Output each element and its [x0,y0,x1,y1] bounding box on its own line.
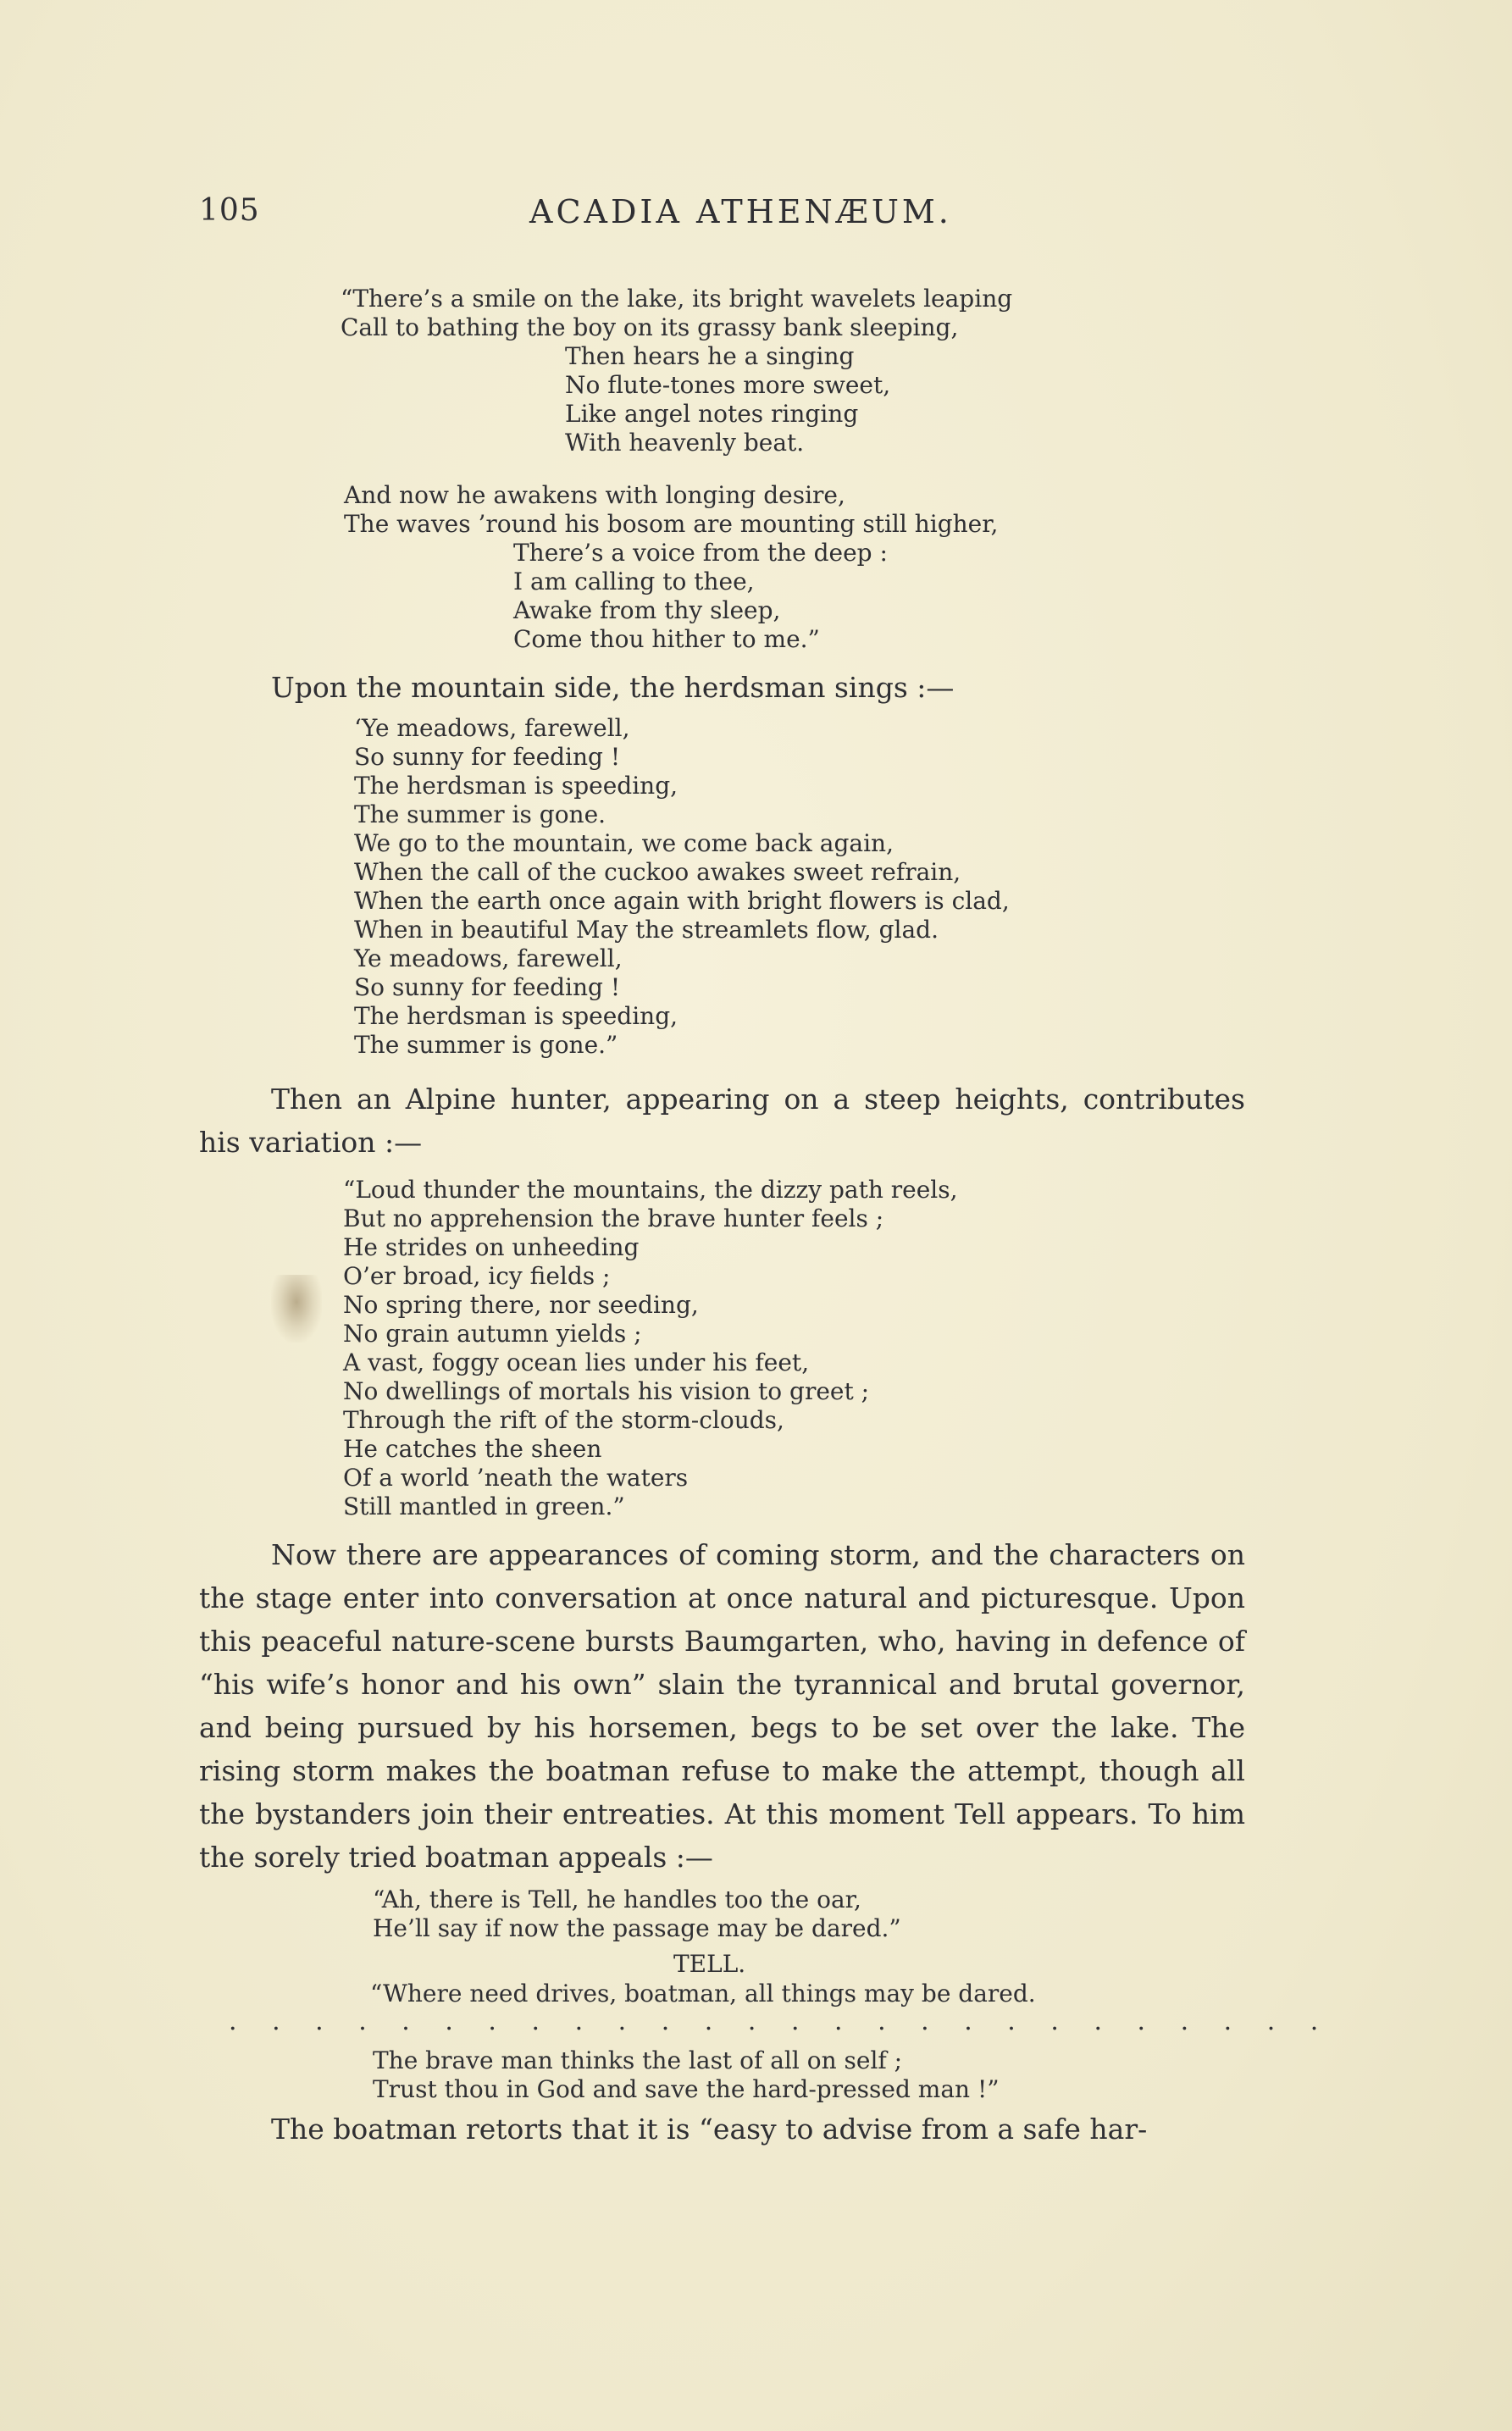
poem-line: He strides on unheeding [343,1233,640,1261]
poem-stanza-3 [354,714,1010,1060]
prose-paragraph-1 [199,666,1245,709]
poem-line: Call to bathing the boy on its grassy bank sleeping, [341,313,959,341]
poem-line: With heavenly beat. [565,429,805,457]
poem-line: A vast, foggy ocean lies under his feet, [343,1348,810,1376]
poem-line: We go to the mountain, we come back again, [354,829,894,857]
poem-line: No grain autumn yields ; [343,1320,642,1348]
poem-line: O’er broad, icy fields ; [343,1262,611,1290]
poem-line: Like angel notes ringing [565,400,859,428]
poem-line: ‘Ye meadows, farewell, [354,714,630,742]
poem-line: No dwellings of mortals his vision to greet ; [343,1377,870,1405]
poem-line: No spring there, nor seeding, [343,1291,699,1319]
poem-line: And now he awakens with longing desire, [344,481,845,509]
poem-stanza-7 [373,2046,1000,2104]
page-header [199,193,1249,235]
poem-stanza-6 [370,1980,1036,2008]
page-number: 105 [199,193,260,228]
poem-line: “Ah, there is Tell, he handles too the oar, [373,1886,861,1913]
poem-line: Come thou hither to me.” [513,625,820,653]
poem-line: So sunny for feeding ! [354,743,621,771]
poem-line: “There’s a smile on the lake, its bright wavelets leaping [341,285,1013,313]
poem-stanza-1 [341,285,1012,457]
prose-paragraph-2 [199,1077,1245,1164]
poem-line: The summer is gone.” [354,1031,618,1059]
poem-line: So sunny for feeding ! [354,973,621,1001]
poem-line: The summer is gone. [354,800,606,828]
poem-line: Through the rift of the storm-clouds, [343,1406,784,1434]
poem-line: He’ll say if now the passage may be dared.” [373,1914,901,1942]
speaker-block [673,1950,745,1979]
poem-line: I am calling to thee, [513,568,755,595]
poem-line: The herdsman is speeding, [354,1002,678,1030]
poem-line: Trust thou in God and save the hard-pressed man !” [373,2075,1000,2103]
poem-line: Ye meadows, farewell, [354,944,623,972]
poem-line: Awake from thy sleep, [513,596,781,624]
prose-paragraph-4 [199,2107,1245,2151]
prose-paragraph-3 [199,1533,1245,1879]
poem-line: There’s a voice from the deep : [513,539,888,567]
poem-line: The herdsman is speeding, [354,772,678,800]
prose-text: The boatman retorts that it is “easy to advise from a safe har- [271,2113,1148,2146]
ellipsis-text: · · · · · · · · · · · · · · · · · · · · · · · · · · [229,2014,1332,2044]
poem-stanza-2 [344,481,998,654]
prose-text: Then an Alpine hunter, appearing on a steep heights, contributes his variation :— [199,1083,1245,1159]
poem-line: When the call of the cuckoo awakes sweet refrain, [354,858,961,886]
ellipsis-row [229,2014,1332,2044]
poem-line: The brave man thinks the last of all on self ; [373,2046,903,2074]
poem-line: “Loud thunder the mountains, the dizzy path reels, [343,1176,958,1204]
poem-line: Of a world ’neath the waters [343,1464,689,1492]
paper-stain [271,1275,322,1343]
speaker-name: TELL. [673,1950,746,1978]
poem-line: But no apprehension the brave hunter feels ; [343,1204,884,1232]
poem-line: No flute-tones more sweet, [565,371,891,399]
prose-text: Upon the mountain side, the herdsman sings :— [271,671,955,704]
poem-line: Then hears he a singing [565,342,855,370]
poem-stanza-5 [373,1886,901,1943]
running-title: ACADIA ATHENÆUM. [529,193,952,230]
poem-line: When the earth once again with bright flowers is clad, [354,887,1010,915]
poem-line: He catches the sheen [343,1435,602,1463]
poem-line: The waves ’round his bosom are mounting still higher, [344,510,999,538]
poem-line: Still mantled in green.” [343,1492,625,1520]
poem-line: When in beautiful May the streamlets flow, glad. [354,916,939,944]
poem-stanza-4 [343,1176,958,1521]
prose-text: Now there are appearances of coming storm, and the characters on the stage enter into conversation at once natural and picturesque. Upon this peaceful nature-scene bursts Baumgarten, who, having in defence of “his wife’s honor and his own” slain the tyrannical and brutal governor, and being pursued by his horsemen, begs to be set over the lake. The rising storm makes the boatman refuse to make the attempt, though all the bystanders join their entreaties. At this moment Tell appears. To him the sorely tried boatman appeals :— [199,1538,1245,1874]
poem-line: “Where need drives, boatman, all things may be dared. [370,1980,1036,2007]
